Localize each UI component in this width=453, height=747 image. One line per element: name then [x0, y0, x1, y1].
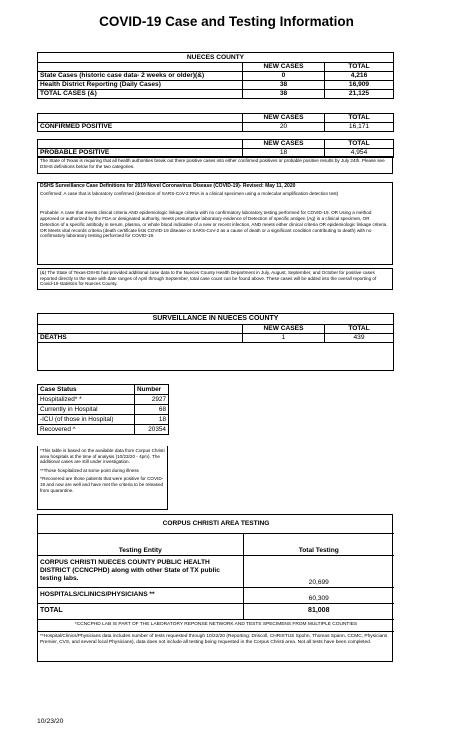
- ccncphd-label: CORPUS CHRISTI NUECES COUNTY PUBLIC HEALTH DISTRICT (CCNCPHD) along with other State of TX public testing labs.: [38, 555, 243, 587]
- icu-value: 18: [135, 415, 169, 425]
- definitions-box: [37, 182, 393, 265]
- confirmed-total: 16,171: [325, 123, 394, 132]
- ccncphd-lab-note: *CCNCPHD LAB IS PART OF THE LABORATORY REPONSE NETWORK AND TESTS SPECIMENS FROM MULTIPLE COUNTIES: [38, 619, 394, 631]
- state-cases-label: State Cases (historic case data- 2 weeks or older)(&): [38, 72, 243, 81]
- hospital-data-note: **Hospital/Clinics/Physicians data includes number of tests requested through 10/22/20 (Reporting: Driscoll, CHRISTUS Spohn, Thomas Spann, CCMC, Physicians Premier, CVS, and several local Physicians), data does not include all testing being requested in the Corpus Christi area. Not all tests have been completed.: [40, 633, 388, 645]
- total-cases-total: 21,125: [325, 90, 394, 99]
- deaths-total-header: TOTAL: [325, 325, 394, 334]
- probable-new-header: NEW CASES: [243, 140, 325, 149]
- health-district-new: 38: [243, 81, 325, 90]
- surveillance-table: [37, 313, 393, 371]
- probable-total: 4,954: [325, 149, 394, 158]
- number-header: Number: [135, 385, 169, 395]
- hospitals-value: 60,309: [243, 587, 394, 603]
- in-hospital-label: Currently in Hospital: [38, 405, 135, 415]
- confirmed-label: CONFIRMED POSITIVE: [38, 123, 243, 132]
- cc-total-value: 81,008: [243, 603, 394, 619]
- state-cases-new: 0: [243, 72, 325, 81]
- confirmed-table: [37, 113, 393, 132]
- probable-note: The State of Texas is requiring that all health authorities break out there positive cases into either confirmed positives or probable positive results by July 24th. Please see DSHS definitions below for the two categories.: [37, 156, 393, 174]
- cc-testing-header: CORPUS CHRISTI AREA TESTING: [38, 515, 394, 533]
- ccncphd-value: 20,699: [243, 555, 394, 587]
- health-district-total: 16,909: [325, 81, 394, 90]
- cc-testing-table: [37, 514, 393, 662]
- case-status-note-1: *This table is based on the available data from Corpus Christi area hospitals at the time of analysis (10/23/20 - 4pm). The additional cases are still under investigation.: [40, 448, 165, 465]
- nueces-county-table: [37, 52, 393, 99]
- probable-total-header: TOTAL: [325, 140, 394, 149]
- confirmed-total-header: TOTAL: [325, 114, 394, 123]
- total-testing-header: Total Testing: [243, 533, 394, 555]
- icu-label: -ICU (of those in Hospital): [38, 415, 135, 425]
- cc-total-label: TOTAL: [38, 603, 243, 619]
- health-district-label: Health District Reporting (Daily Cases): [38, 81, 243, 90]
- case-status-table: [37, 384, 168, 435]
- surveillance-spacer: [38, 343, 394, 371]
- probable-label: PROBABLE POSITIVE: [38, 149, 243, 158]
- case-status-note-3: ^Recovered are those patients that were positive for COVID-19 and now are well and have met the criteria to be released from quarantine.: [40, 476, 164, 493]
- confirmed-new: 20: [243, 123, 325, 132]
- hospitalized-label: Hospitalized* *: [38, 395, 135, 405]
- report-date: 10/23/20: [37, 718, 64, 725]
- recovered-label: Recovered ^: [38, 425, 135, 435]
- deaths-new-header: NEW CASES: [243, 325, 325, 334]
- confirmed-new-header: NEW CASES: [243, 114, 325, 123]
- page-title: COVID-19 Case and Testing Information: [99, 14, 354, 29]
- in-hospital-value: 68: [135, 405, 169, 415]
- case-status-header: Case Status: [38, 385, 135, 395]
- surveillance-header: SURVEILLANCE IN NUECES COUNTY: [38, 314, 394, 325]
- definition-confirmed: Confirmed: A case that is laboratory confirmed (detection of SARS-CoV-2 RNA in a clinical specimen using a molecular amplification detection test): [40, 190, 339, 196]
- testing-entity-header: Testing Entity: [38, 533, 243, 555]
- recovered-value: 20354: [135, 425, 169, 435]
- state-cases-total: 4,216: [325, 72, 394, 81]
- deaths-total: 439: [325, 334, 394, 343]
- hospitalized-value: 2927: [135, 395, 169, 405]
- hospitals-label: HOSPITALS/CLINICS/PHYSICIANS **: [38, 587, 243, 603]
- state-data-note: (&) The State of Texas-DSHS has provided additional case data to the Nueces County Health Department in July, August, September, and October for positive cases reported directly to the state with date ranges of April through September, total case count can be found above. These cases will be added into the overall reporting of Covid-19 statistics for Nueces County.: [37, 268, 393, 290]
- total-cases-label: TOTAL CASES (&): [38, 90, 243, 99]
- deaths-label: DEATHS: [38, 334, 243, 343]
- probable-new: 18: [243, 149, 325, 158]
- new-cases-header: NEW CASES: [243, 63, 325, 72]
- definition-probable: Probable: A case that meets clinical criteria AND epidemiologic linkage criteria with no confirmatory laboratory testing performed for COVID-19. OR Using a method approved or authorized by the FDA or designated authority, meets presumptive laboratory evidence of Detection of specific antigen (Ag) in a clinical specimen, OR Detection of a specific antibody in serum, plasma, or whole blood indicative of a new or recent infection, AND meets either clinical criteria OR epidemiologic linkage criteria. OR Meets vital records criteria (death certificate lists COVID-19 disease or SARS-CoV-2 as a cause of death or a significant condition contributing to death) with no confirmatory laboratory testing performed for COVID-19.: [40, 210, 388, 239]
- total-cases-new: 38: [243, 90, 325, 99]
- case-status-note-2: **Those hospitalized at some point during illness: [40, 467, 139, 473]
- deaths-new: 1: [243, 334, 325, 343]
- nueces-county-header: NUECES COUNTY: [38, 53, 394, 63]
- case-status-notes: [37, 446, 168, 510]
- total-header: TOTAL: [325, 63, 394, 72]
- definitions-title: DSHS Surveillance Case Definitions for 2019 Novel Coronavirus Disease (COVID-19)- Revised: May 11, 2020: [40, 183, 296, 189]
